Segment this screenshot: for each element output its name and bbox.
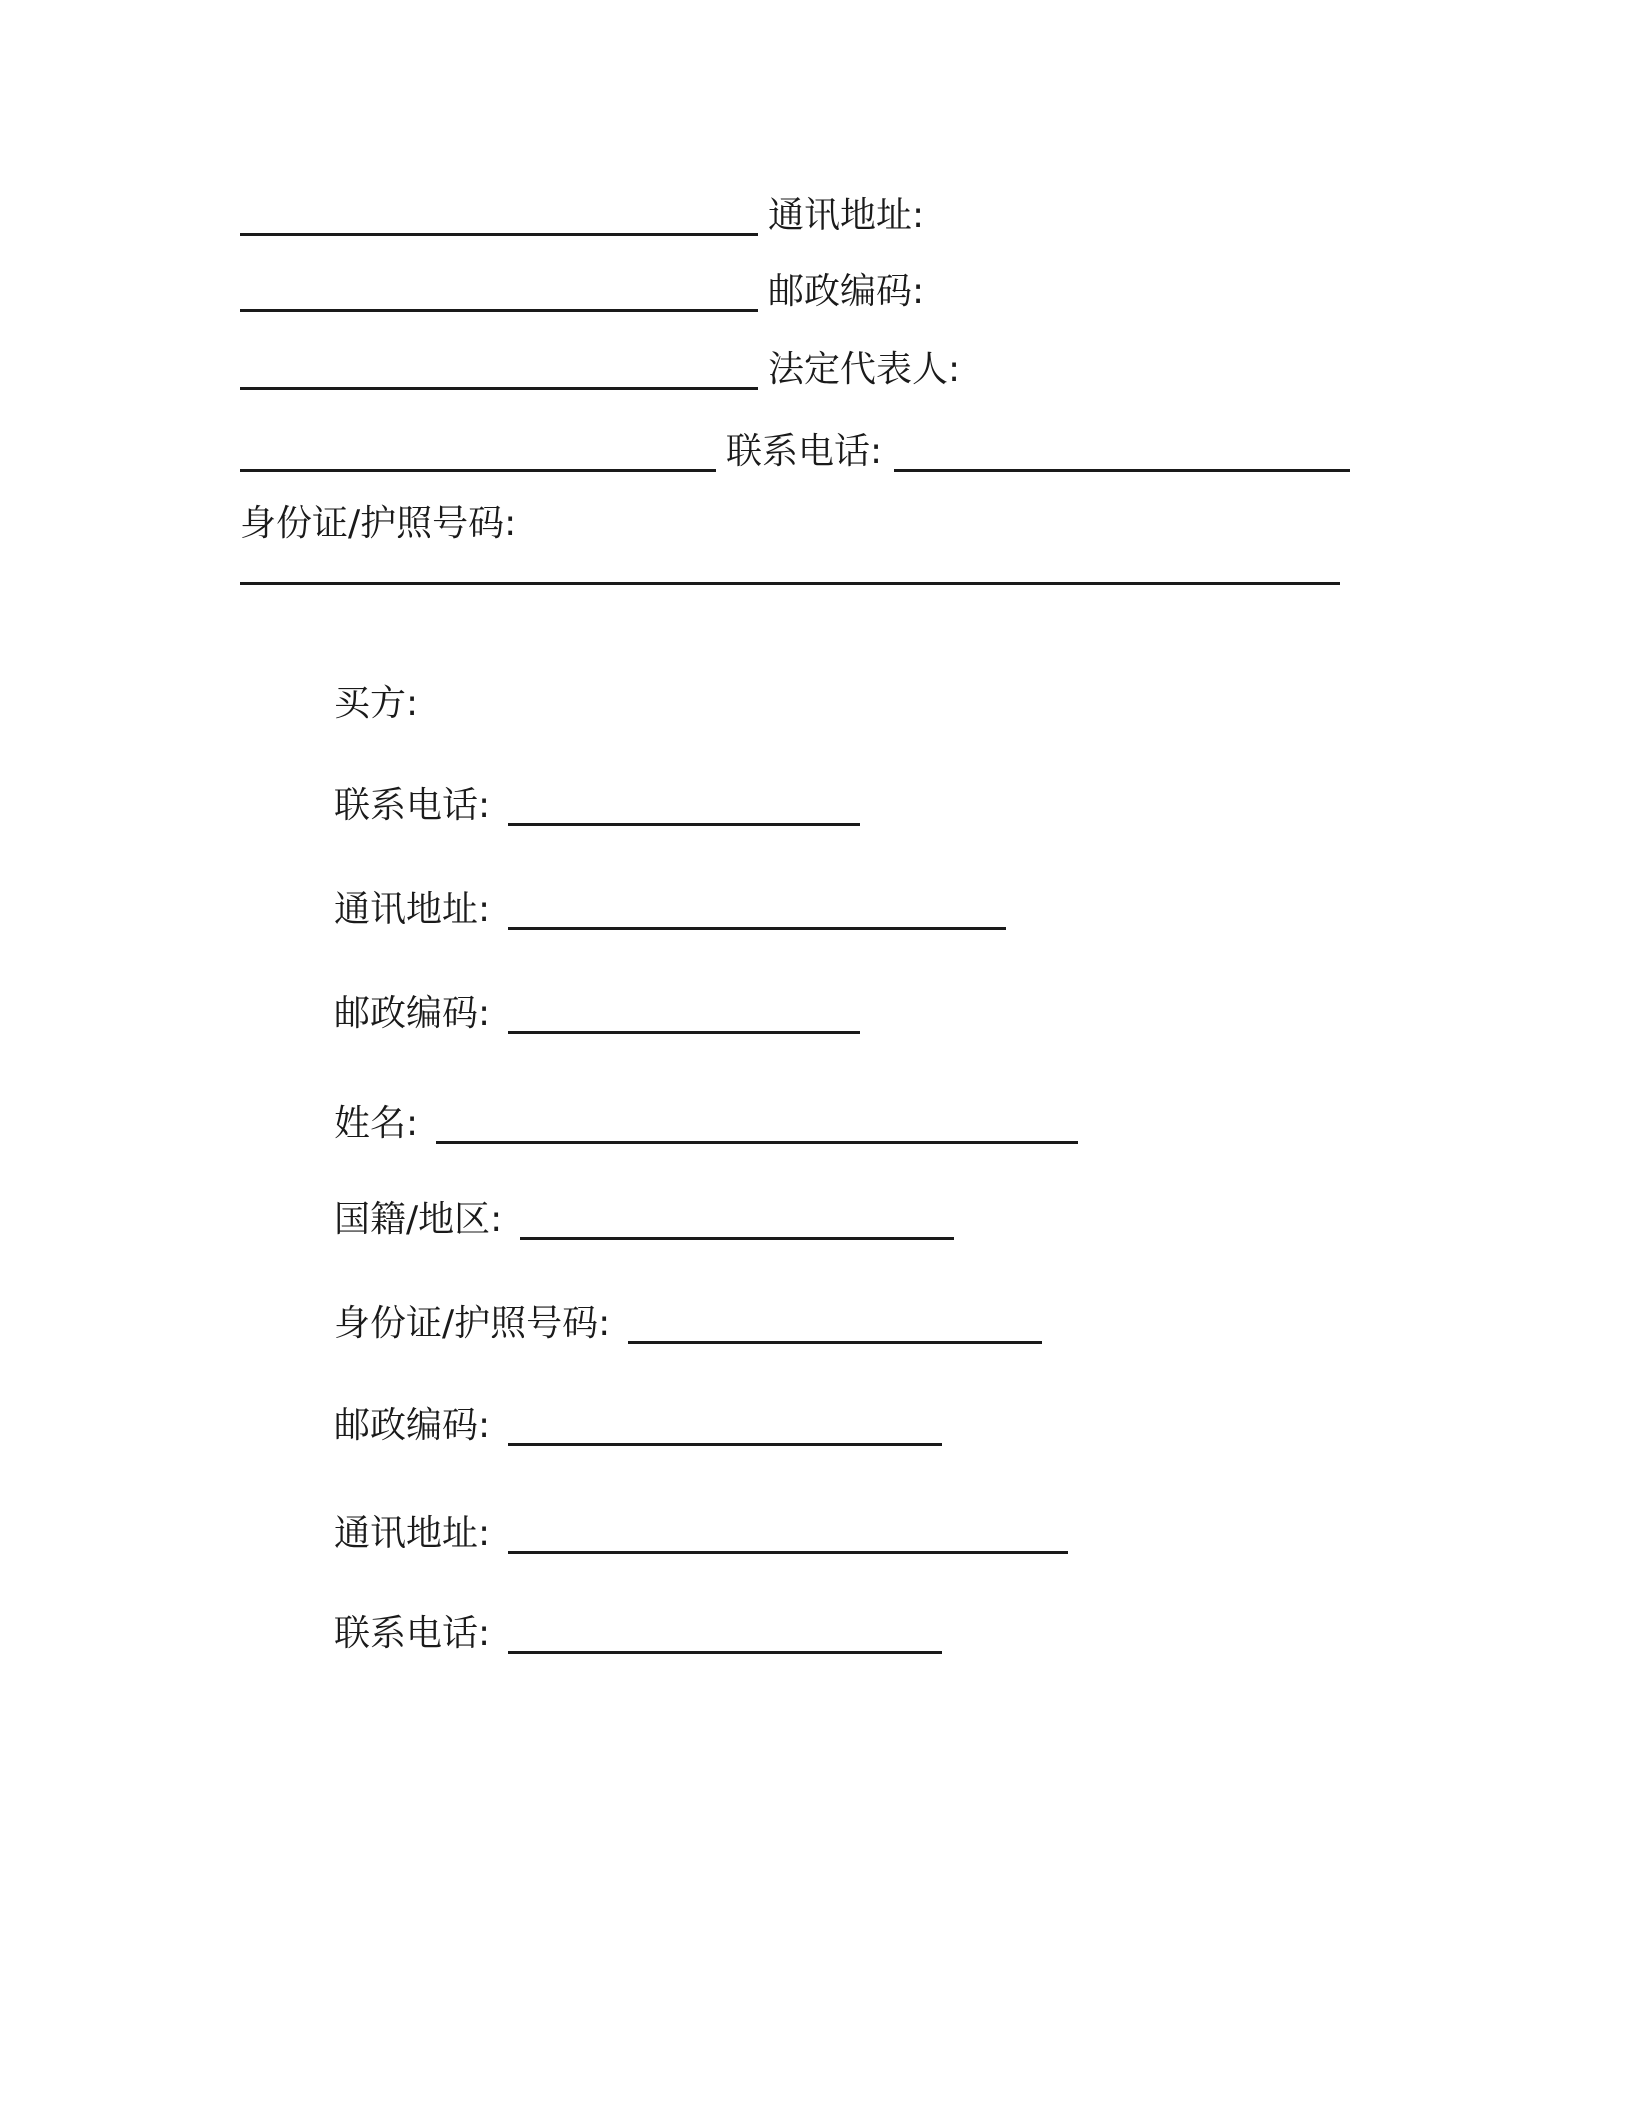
buyer-address-blank-2[interactable]: [508, 1551, 1068, 1554]
seller-address-blank[interactable]: [240, 309, 758, 312]
seller-phone-row: [240, 430, 1350, 474]
buyer-postal-blank-2[interactable]: [508, 1443, 942, 1446]
buyer-postal-row-2: [334, 1404, 942, 1448]
buyer-postal-row-1: [334, 992, 860, 1036]
seller-postal-label: 邮政编码:: [768, 271, 925, 312]
buyer-heading-row: [334, 682, 418, 726]
buyer-nationality-blank[interactable]: [520, 1237, 954, 1240]
seller-legal-rep-row: [240, 348, 960, 392]
seller-address-row: [240, 194, 924, 238]
buyer-id-blank[interactable]: [628, 1341, 1042, 1344]
seller-phone-label: 联系电话:: [726, 431, 883, 472]
buyer-nationality-label: 国籍/地区:: [334, 1199, 503, 1240]
buyer-phone-blank-1[interactable]: [508, 823, 860, 826]
seller-id-blank[interactable]: [240, 582, 1340, 585]
seller-address-label: 通讯地址:: [768, 195, 925, 236]
buyer-address-blank-1[interactable]: [508, 927, 1006, 930]
buyer-address-row-1: [334, 888, 1006, 932]
buyer-phone-row-1: [334, 784, 860, 828]
buyer-name-row: [334, 1102, 1078, 1146]
buyer-heading: 买方:: [334, 683, 419, 724]
seller-id-blank-row: [240, 582, 1340, 587]
seller-legal-rep-label: 法定代表人:: [768, 349, 961, 390]
buyer-postal-label-1: 邮政编码:: [334, 993, 491, 1034]
seller-id-row: [240, 502, 516, 546]
buyer-phone-blank-2[interactable]: [508, 1651, 942, 1654]
seller-postal-row: [240, 270, 924, 314]
buyer-phone-label-2: 联系电话:: [334, 1613, 491, 1654]
buyer-address-label-2: 通讯地址:: [334, 1513, 491, 1554]
seller-legal-rep-blank[interactable]: [240, 469, 716, 472]
buyer-phone-row-2: [334, 1612, 942, 1656]
buyer-id-row: [334, 1302, 1042, 1346]
buyer-postal-blank-1[interactable]: [508, 1031, 860, 1034]
buyer-address-row-2: [334, 1512, 1068, 1556]
buyer-id-label: 身份证/护照号码:: [334, 1303, 611, 1344]
buyer-postal-label-2: 邮政编码:: [334, 1405, 491, 1446]
buyer-name-blank[interactable]: [436, 1141, 1078, 1144]
seller-name-blank[interactable]: [240, 233, 758, 236]
buyer-phone-label-1: 联系电话:: [334, 785, 491, 826]
buyer-address-label-1: 通讯地址:: [334, 889, 491, 930]
seller-phone-blank[interactable]: [894, 469, 1350, 472]
buyer-nationality-row: [334, 1198, 954, 1242]
seller-id-label: 身份证/护照号码:: [240, 503, 517, 544]
buyer-name-label: 姓名:: [334, 1103, 419, 1144]
seller-postal-blank[interactable]: [240, 387, 758, 390]
